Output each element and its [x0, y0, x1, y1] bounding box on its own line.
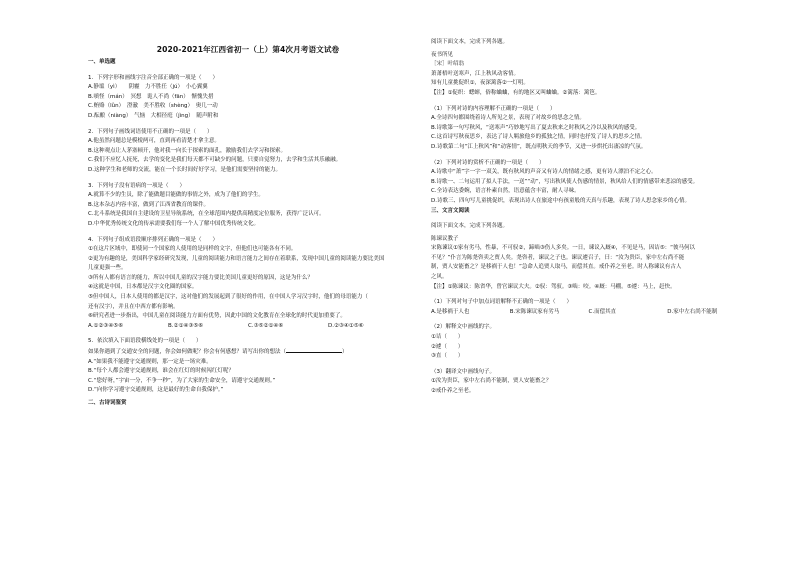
question-stem: 4．下列句子组成语段顺序排列正确的一项是（ ） — [88, 236, 219, 243]
sentence-item-2: ②戒仆养之至老。 — [431, 388, 475, 394]
question-prose-2 — [431, 323, 746, 361]
option-d: D.家中左右尚不能制 — [667, 308, 718, 315]
question-prose-3 — [431, 368, 746, 397]
question-4 — [88, 236, 408, 332]
prose-line-4: 之风。 — [431, 274, 448, 281]
option-d: D.酝酿（niàng） 气恼 大相径庭（jìng） 随声附和 — [88, 112, 219, 119]
option-b: B.这本杂志内容丰富，做到了江西省教育的课件。 — [88, 201, 210, 208]
option-d: D.“向你学习遵守交通规则，这是最好的生命自我保护。” — [88, 387, 224, 394]
word-item-1: ①诘（ ） — [431, 334, 464, 341]
question-stem: 3．下列句子没有语病的一项是（ ） — [88, 182, 186, 189]
option-a: A.全诗四句都围绕着诗人所见之景，表现了对故乡的思念之情。 — [431, 115, 585, 122]
question-prose-1 — [431, 298, 746, 317]
sentence-2: ②更为有趣的是，美国科学家经研究发现，儿童的阅读能力和语言能力之间存在着联系，发现中国儿童的阅读能力要比美国 — [88, 255, 385, 262]
option-b: B.“每个人都会遵守交通规则，谁会在红灯的时候闯红灯呢？ — [88, 368, 234, 375]
option-a: A.“如果我不能遵守交通规则，那一定是一场灾难。 — [88, 358, 212, 365]
prose-line-3: 制，贾人安能畜之？是移祸于人也！”急命人追贾人取马，而偿其直。戒仆养之至老。时人称谏议有古人 — [431, 264, 682, 271]
exam-title: 2020-2021年江西省初一（上）第4次月考语文试卷 — [156, 45, 340, 54]
question-stem: （1）下列对诗的内容理解不正确的一项是（ ） — [431, 105, 556, 112]
question-1 — [88, 74, 408, 122]
question-stem: （2）解释文中画线的字。 — [431, 324, 496, 331]
option-d: D.中华优秀传统文化的传承需要我们每一个人了解中国优秀传统文化。 — [88, 220, 259, 227]
option-c: C.而偿其直 — [588, 308, 617, 315]
poem-note: 【注】①促织：蟋蟀，俗称蛐蛐，有的地区又叫蛐蛐。②篱落：篱笆。 — [431, 89, 601, 96]
prose-line-2: 不见？”仆言为陈尧咨卖之贾人矣。尧咨者，谏议之子也。谏议遽召子，曰：“汝为贵臣，家中左右尚不能 — [431, 254, 685, 261]
question-stem: （2）下列对诗的赏析不正确的一项是（ ） — [431, 159, 545, 166]
question-stem: （1）下列对句子中加点词语解释不正确的一项是（ ） — [431, 299, 573, 306]
options-row — [431, 308, 746, 318]
option-c: C.全诗表达委婉，语言朴素自然，语意蕴含丰富，耐人寻味。 — [431, 188, 580, 195]
option-d: D.诗歌三、四句写儿童挑促织，表现出诗人在旅途中有孩童般的天真与乐趣，表现了诗人思念家乡的心情。 — [431, 197, 690, 204]
poem-author: ［宋］叶绍翁 — [431, 61, 465, 68]
left-column — [88, 58, 408, 409]
question-poem-1 — [431, 105, 746, 153]
prose-note: 【注】①陈谏议：陈省华，曾官谏议大夫。②驭：驾驭。③啮：咬。④厩：马棚。⑤遽：马上，赶快。 — [431, 283, 676, 290]
option-c: C.北斗系统是我国自主建设的卫星导航系统，在全球范围内提供高精度定位服务，获得广泛认可。 — [88, 211, 325, 218]
prose-instruction: 阅读下面文本，完成下列各题。 — [431, 223, 509, 230]
option-a: A.诗歌中“萧”字一字一双关，既有秋风的声音又有诗人的情绪之感，更有诗人漂泊不定之心。 — [431, 169, 657, 176]
question-5 — [88, 337, 408, 396]
word-item-3: ③直（ ） — [431, 353, 464, 360]
poem-line-1: 萧萧梧叶送寒声，江上秋风动客情。 — [431, 70, 520, 77]
answer-blank — [286, 347, 342, 353]
sentence-6: ⑥研究者进一步指出，中国儿童在阅读能力方面有优势，因此中国的文化教育在全球化的时代更加重要了。 — [88, 313, 346, 320]
options-row — [88, 322, 408, 332]
question-passage: 如果你遇到了交通安全的问题，你会如何做呢？你会有何感想？请写出你的想法（ ） — [88, 349, 348, 356]
sentence-5: ⑤但中国人，日本人使用的都是汉字，这对他们的发展起到了很好的作用，在中国人学习汉字时，他们的母语能力（ — [88, 294, 368, 301]
option-b: B.嗔怪（mán） 冥想 诡人不尚（fān） 惭愧失措 — [88, 93, 214, 100]
sentence-item-1: ①汝为贵臣，家中左右尚不能制，贾人安能畜之？ — [431, 378, 552, 385]
option-b: B.宋陈谏议家有劣马 — [509, 308, 560, 315]
option-b: B.这种观点让人茅塞顿开，他对我一向长于探索的面孔，激励我们去学习和探索。 — [88, 147, 287, 154]
option-b: B.诗歌一、二句运用了拟人手法，一送”“动”，写出秋风使人伤感的情景，秋风给人们的情感带来悲凉的感受。 — [431, 178, 699, 185]
option-d: D.②③④①⑤⑥ — [328, 322, 364, 329]
word-item-2: ②遽（ ） — [431, 343, 464, 350]
sentence-3: ③所有人都有语言的能力，所以中国儿童的汉字能力要比美国儿童更好的原因，这是为什么？ — [88, 274, 313, 281]
section-heading-classical-prose: 三、文言文阅读 — [431, 207, 470, 214]
option-c: C.“您好呀，”宇宙一分，不争一秒”，为了大家的生命安全，请遵守交通规则。” — [88, 377, 276, 384]
option-d: D.这种学生和老师的交流，能在一个长时间好好学习，是他们需要坚持的能力。 — [88, 166, 281, 173]
sentence-1: ①在这片区域中，即使同一个国家的人使用的是同样的文字，但他们也可能各有不同。 — [88, 246, 297, 253]
question-stem: （3）翻译文中画线句子。 — [431, 368, 496, 375]
question-3 — [88, 182, 408, 230]
option-a: A.①②③④⑤⑥ — [88, 322, 123, 329]
question-stem: 1．下列字形和画线字注音全部正确的一项是（ ） — [88, 74, 219, 81]
sentence-2-cont: 儿童更强一些。 — [88, 265, 127, 272]
section-heading-single-choice: 一、单选题 — [88, 59, 116, 65]
option-c: C.我们不应忆人抚死，去学的变化是我们每天都不可缺少的问题，只要自觉努力，去学和生活其乐融融。 — [88, 157, 342, 164]
option-a: A.他虽然问题总是模棱两可，直到再看清楚才拿主意。 — [88, 138, 220, 145]
option-a: A.是移祸于人也 — [431, 308, 470, 315]
poem-instruction: 阅读下面文本，完成下列各题。 — [431, 39, 509, 45]
right-column — [431, 38, 746, 397]
option-a: A.就算不少的生员，除了能做题目能做的事情之外，成为了他们的学生。 — [88, 192, 264, 199]
option-c: C.贿赂（lǜn） 澄澈 美不胜收（shèng） 奥几一动 — [88, 103, 218, 110]
section-heading-poetry: 二、古诗词鉴赏 — [88, 400, 127, 406]
question-stem: 5．依次填入下面语段横线处的一项是（ ） — [88, 338, 202, 345]
option-b: B.②①④③⑤⑥ — [168, 322, 204, 329]
option-b: B.诗歌第一句写秋风，“送寒声”巧妙地写出了夏去秋来之时秋风之冷以及秋风的感受。 — [431, 124, 641, 131]
question-poem-2 — [431, 159, 746, 207]
question-stem: 2．下列句子画线词语使用不正确的一项是（ ） — [88, 128, 213, 135]
option-d: D.诗歌第二句“江上秋风”和“动客情”，既点明秋天的季节，又进一步烘托出凄凉的气氛。 — [431, 143, 647, 150]
prose-title: 陈谏议教子 — [431, 235, 459, 242]
sentence-4: ④这就是中国，日本都是汉字文化圈的国家。 — [88, 284, 198, 291]
passage-text: 如果你遇到了交通安全的问题，你会如何做呢？你会有何感想？请写出你的想法（ — [88, 349, 287, 356]
poem-line-2: 知有儿童挑促织①，夜深篱落②一灯明。 — [431, 80, 529, 87]
option-c: C.③⑤②①④⑥ — [248, 322, 284, 329]
prose-line-1: 宋陈谏议①家有劣马，性暴，不可驭②，蹄啮③伤人多矣。一日，谏议入厩④，不见是马，因诘⑤：“彼马何以 — [431, 245, 696, 252]
question-2 — [88, 128, 408, 176]
sentence-5-cont: 还有汉字），并且在中西方都有影响。 — [88, 303, 179, 310]
option-c: C.这首诗写秋夜思乡，表达了诗人羁旅他乡的孤独之情，同时也抒发了诗人的思乡之情。 — [431, 134, 646, 141]
option-a: A.静谧（yì） 阴霾 力不胜任（jú） 小心翼翼 — [88, 84, 208, 91]
poem-title: 夜书所见 — [431, 51, 454, 58]
